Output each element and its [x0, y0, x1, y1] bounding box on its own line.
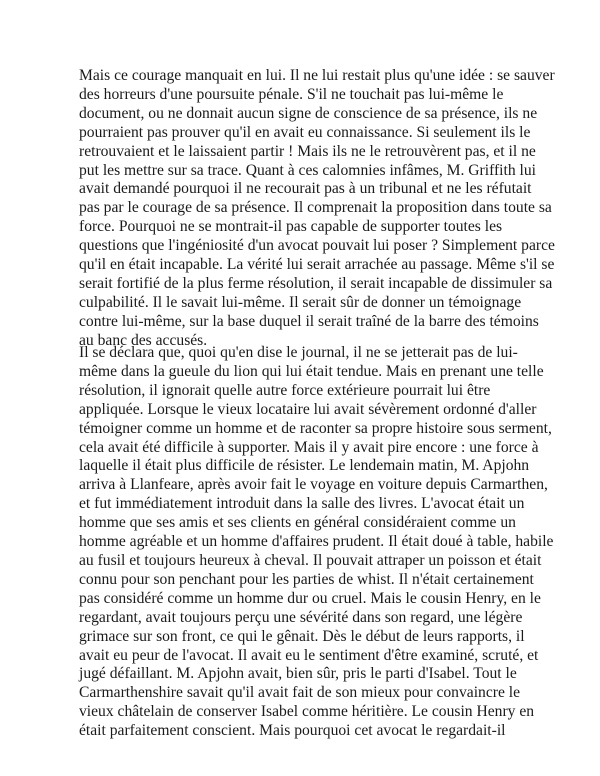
text-line: connu pour son penchant pour les parties de whist. Il n'était certainement — [79, 570, 534, 588]
text-line: pourraient pas prouver qu'il en avait eu connaissance. Si seulement ils le — [79, 123, 531, 141]
text-line: homme que ses amis et ses clients en général considéraient comme un — [79, 514, 516, 532]
text-line: témoigner comme un homme et de raconter sa propre histoire sous serment, — [79, 419, 552, 437]
text-line: put les mettre sur sa trace. Quant à ces calomnies infâmes, M. Griffith lui — [79, 161, 536, 179]
text-line: Mais ce courage manquait en lui. Il ne lui restait plus qu'une idée : se sauver — [79, 67, 555, 84]
text-line: pas par le courage de sa présence. Il comprenait la proposition dans toute sa — [79, 199, 552, 217]
paragraph-1 — [79, 67, 555, 351]
text-line: appliquée. Lorsque le vieux locataire lui avait sévèrement ordonné d'aller — [79, 400, 537, 418]
text-line: qu'il en était incapable. La vérité lui serait arrachée au passage. Même s'il se — [79, 256, 555, 274]
text-line: avait eu peur de l'avocat. Il avait eu le sentiment d'être examiné, scruté, et — [79, 646, 539, 664]
text-line: Carmarthenshire savait qu'il avait fait de son mieux pour convaincre le — [79, 684, 521, 702]
text-line: résolution, il ignorait quelle autre force extérieure pourrait lui être — [79, 381, 491, 399]
text-line: questions que l'ingéniosité d'un avocat pouvait lui poser ? Simplement parce — [79, 237, 555, 255]
text-line: retrouvaient et le laissaient partir ! Mais ils ne le retrouvèrent pas, et il ne — [79, 142, 536, 160]
text-line: pas considéré comme un homme dur ou cruel. Mais le cousin Henry, en le — [79, 589, 541, 607]
text-line: cela avait été difficile à supporter. Mais il y avait pire encore : une force à — [79, 438, 539, 456]
text-line: regardant, avait toujours perçu une sévérité dans son regard, une légère — [79, 608, 523, 626]
text-line: jugé défaillant. M. Apjohn avait, bien sûr, pris le parti d'Isabel. Tout le — [79, 665, 517, 683]
text-line: homme agréable et un homme d'affaires prudent. Il était doué à table, habile — [79, 533, 554, 551]
text-line: contre lui-même, sur la base duquel il serait traîné de la barre des témoins — [79, 312, 539, 330]
text-line: était parfaitement conscient. Mais pourquoi cet avocat le regardait-il — [79, 722, 506, 740]
text-line: grimace sur son front, ce qui le gênait. Dès le début de leurs rapports, il — [79, 627, 525, 645]
text-line: laquelle il était plus difficile de résister. Le lendemain matin, M. Apjohn — [79, 457, 530, 475]
text-line: document, ou ne donnait aucun signe de conscience de sa présence, ils ne — [79, 104, 538, 122]
text-line: des horreurs d'une poursuite pénale. S'il ne touchait pas lui-même le — [79, 85, 504, 103]
text-line: même dans la gueule du lion qui lui était tendue. Mais en prenant une telle — [79, 362, 544, 380]
text-line: Il se déclara que, quoi qu'en dise le journal, il ne se jetterait pas de lui- — [79, 344, 518, 361]
text-line: au fusil et toujours heureux à cheval. Il pouvait attraper un poisson et était — [79, 551, 542, 569]
paragraph-2 — [79, 344, 554, 741]
text-line: au banc des accusés. — [79, 331, 208, 349]
text-line: arriva à Llanfeare, après avoir fait le voyage en voiture depuis Carmarthen, — [79, 476, 548, 494]
text-line: et fut immédiatement introduit dans la salle des livres. L'avocat était un — [79, 495, 525, 513]
text-line: serait fortifié de la plus ferme résolution, il serait incapable de dissimuler sa — [79, 274, 553, 292]
text-line: force. Pourquoi ne se montrait-il pas capable de supporter toutes les — [79, 218, 503, 236]
text-line: vieux châtelain de conserver Isabel comme héritière. Le cousin Henry en — [79, 703, 535, 721]
text-line: culpabilité. Il le savait lui-même. Il serait sûr de donner un témoignage — [79, 293, 522, 311]
text-line: avait demandé pourquoi il ne recourait pas à un tribunal et ne les réfutait — [79, 180, 532, 198]
